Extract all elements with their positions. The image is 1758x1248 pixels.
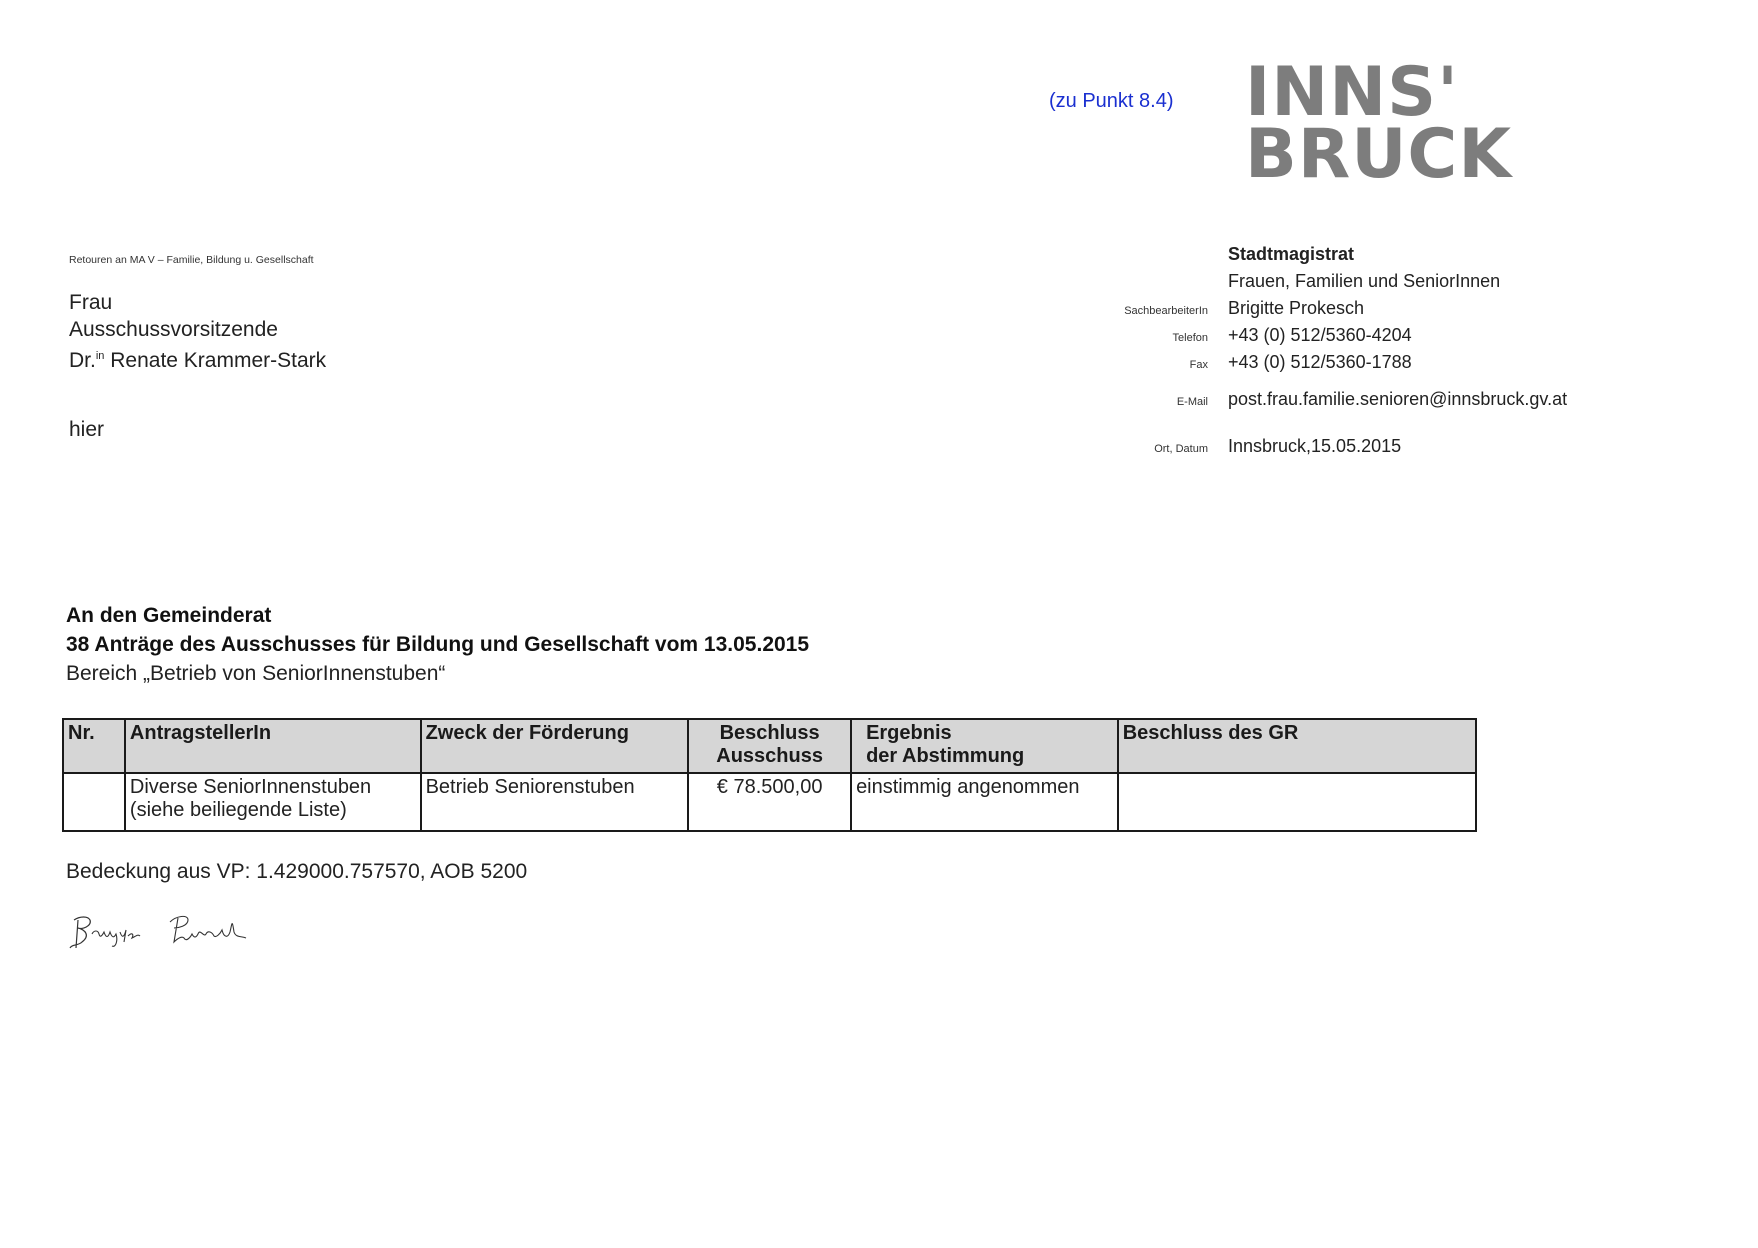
sender-email-row <box>1000 389 1720 416</box>
sender-fax-row <box>1000 352 1720 379</box>
recipient-salutation: Frau <box>69 291 113 314</box>
col-header-vote-result <box>851 719 1118 773</box>
cell-result: einstimmig angenommen <box>851 773 1118 831</box>
innsbruck-logo <box>1245 53 1513 194</box>
table-row <box>63 773 1476 831</box>
col-header-committee-decision-1: Beschluss <box>719 722 820 744</box>
col-header-committee-decision-2: Ausschuss <box>716 745 823 767</box>
sender-phone-label: Telefon <box>1172 332 1208 344</box>
sender-date-row <box>1000 436 1720 463</box>
col-header-applicant: AntragstellerIn <box>125 719 421 773</box>
sender-email-label: E-Mail <box>1176 396 1208 408</box>
cell-applicant <box>125 773 421 831</box>
sender-phone: +43 (0) 512/5360-4204 <box>1228 325 1412 345</box>
sender-clerk: Brigitte Prokesch <box>1228 298 1365 318</box>
col-header-purpose: Zweck der Förderung <box>421 719 689 773</box>
logo-line-1: INNS' <box>1245 53 1459 132</box>
col-header-vote-result-2: der Abstimmung <box>866 745 1025 767</box>
recipient-prefix-sup: in <box>95 350 105 362</box>
item-reference: (zu Punkt 8.4) <box>1049 90 1174 112</box>
sender-fax-label: Fax <box>1189 359 1208 371</box>
sender-department-row <box>1000 271 1720 298</box>
sender-org-row <box>1000 244 1720 271</box>
sender-department: Frauen, Familien und SeniorInnen <box>1228 271 1501 291</box>
recipient-name <box>69 343 326 374</box>
recipient-location: hier <box>69 418 105 441</box>
cell-applicant-line-1: Diverse SeniorInnenstuben <box>129 776 372 798</box>
subject-heading: 38 Anträge des Ausschusses für Bildung und Gesellschaft vom 13.05.2015 <box>66 633 810 656</box>
cell-applicant-line-2: (siehe beiliegende Liste) <box>129 799 347 821</box>
sender-clerk-label: SachbearbeiterIn <box>1124 305 1208 317</box>
logo-line-2: BRUCK <box>1245 115 1513 194</box>
handwritten-signature <box>66 908 276 963</box>
sender-phone-row <box>1000 325 1720 352</box>
recipient-title: Ausschussvorsitzende <box>69 318 278 341</box>
table-header-row <box>63 719 1476 773</box>
cell-nr <box>63 773 125 831</box>
cell-amount: € 78.500,00 <box>688 773 851 831</box>
recipient-fullname: Renate Krammer-Stark <box>104 349 327 372</box>
addressee-heading: An den Gemeinderat <box>66 604 272 627</box>
cell-gr-decision <box>1118 773 1476 831</box>
col-header-nr: Nr. <box>63 719 125 773</box>
recipient-block <box>69 289 326 374</box>
col-header-gr-decision: Beschluss des GR <box>1118 719 1476 773</box>
sender-fax: +43 (0) 512/5360-1788 <box>1228 352 1412 372</box>
budget-coverage: Bedeckung aus VP: 1.429000.757570, AOB 5200 <box>66 860 528 883</box>
sender-block <box>1000 244 1720 463</box>
col-header-vote-result-1: Ergebnis <box>866 722 952 744</box>
sender-date-label: Ort, Datum <box>1154 443 1208 455</box>
subject-area: Bereich „Betrieb von SeniorInnenstuben“ <box>66 662 446 685</box>
sender-email: post.frau.familie.senioren@innsbruck.gv.at <box>1228 389 1568 409</box>
cell-purpose: Betrieb Seniorenstuben <box>421 773 689 831</box>
sender-org: Stadtmagistrat <box>1228 244 1355 264</box>
return-address: Retouren an MA V – Familie, Bildung u. Gesellschaft <box>69 254 314 266</box>
recipient-prefix: Dr. <box>69 349 96 372</box>
signature-drawing <box>66 908 276 958</box>
motion-table <box>62 718 1477 832</box>
sender-date: Innsbruck,15.05.2015 <box>1228 436 1402 456</box>
sender-clerk-row <box>1000 298 1720 325</box>
col-header-committee-decision <box>688 719 851 773</box>
